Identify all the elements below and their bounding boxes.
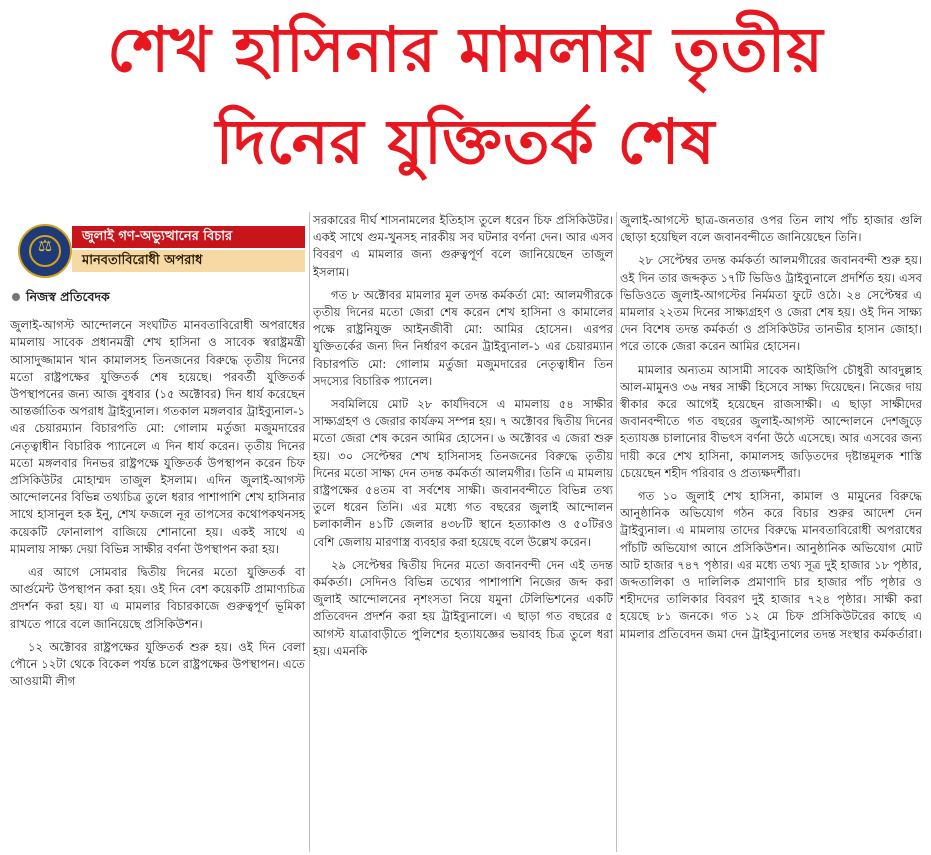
headline [0,4,931,204]
paragraph: সরকারের দীর্ঘ শাসনামলের ইতিহাস তুলে ধরেন চিফ প্রসিকিউটর। একই সাথে গুম-খুনসহ নারকীয় সব ঘটনার বর্ণনা দেন। আর এসব বিবরণ এ মামলার জন্য গুরুত্বপূর্ণ বলে জানিয়েছেন তাজুল ইসলাম। [313,213,613,279]
paragraph: জুলাই-আগস্টে ছাত্র-জনতার ওপর তিন লাখ পাঁচ হাজার গুলি ছোড়া হয়েছিল বলে জবানবন্দীতে জানিয়েছেন তিনি। [620,213,922,245]
tribunal-seal-icon: ⚖ [18,224,72,278]
section-badge [10,222,305,278]
headline-line-1: শেখ হাসিনার মামলায় তৃতীয় [107,13,824,86]
byline-text: নিজস্ব প্রতিবেদক [26,289,110,304]
article-column-3 [620,212,922,855]
paragraph: সবমিলিয়ে মোট ২৮ কার্যদিবসে এ মামলায় ৫৪ সাক্ষীর সাক্ষ্যগ্রহণ ও জেরার কার্যক্রম সম্পন্ন হয়। ৭ অক্টোবর দ্বিতীয় দিনের মতো জেরা শেষ করেন আমির হোসেন। ৬ অক্টোবর এ জেরা শুরু হয়। ৩০ সেপ্টেম্বর শেখ হাসিনাসহ তিনজনের বিরুদ্ধে তৃতীয় দিনের মতো সাক্ষ্য দেন তদন্ত কর্মকর্তা আলমগীর। তিনি এ মামলায় রাষ্ট্রপক্ষের ৫৪তম বা সর্বশেষ সাক্ষী। জবানবন্দীতে বিভিন্ন তথ্য তুলে ধরেন তিনি। এর মধ্যে গত বছরের জুলাই আন্দোলন চলাকালীন ৪১টি জেলার ৪৩৮টি স্থানে হত্যাকাণ্ড ও ৫০টিরও বেশি জেলায় মারণাস্ত্র ব্যবহার করা হয়েছে বলে উল্লেখ করেন। [313,397,613,549]
paragraph: জুলাই-আগস্ট আন্দোলনে সংঘটিত মানবতাবিরোধী অপরাধের মামলায় সাবেক প্রধানমন্ত্রী শেখ হাসিনা ও সাবেক স্বরাষ্ট্রমন্ত্রী আসাদুজ্জামান খান কামালসহ তিনজনের বিরুদ্ধে তৃতীয় দিনের মতো রাষ্ট্রপক্ষের যুক্তিতর্ক শেষ হয়েছে। পরবর্তী যুক্তিতর্ক উপস্থাপনের জন্য আজ বুধবার (১৫ অক্টোবর) দিন ধার্য করেছেন আন্তর্জাতিক অপরাধ ট্রাইব্যুনাল। গতকাল মঙ্গলবার ট্রাইব্যুনাল-১ এর চেয়ারম্যান বিচারপতি মো: গোলাম মর্তুজা মজুমদারের নেতৃত্বাধীন বিচারিক প্যানেলে এ দিন ধার্য করেন। তৃতীয় দিনের মতো মঙ্গলবার দিনভর রাষ্ট্রপক্ষে যুক্তিতর্ক উপস্থাপন করেন চিফ প্রসিকিউটর মোহাম্মদ তাজুল ইসলাম। এদিন জুলাই-আগস্ট আন্দোলনের বিভিন্ন তথ্যচিত্র তুলে ধরার পাশাপাশি শেখ হাসিনার সাথে হাসানুল হক ইনু, শেখ ফজলে নূর তাপসের কথোপকথনসহ কয়েকটি ফোনালাপ বাজিয়ে শোনানো হয়। একই সাথে এ মামলায় সাক্ষ্য দেয়া বিভিন্ন সাক্ষীর বর্ণনা উপস্থাপন করা হয়। [10,318,305,556]
article-column-2 [313,212,613,855]
byline [10,288,305,305]
bullet-dot-icon [12,293,20,301]
article-column-1 [10,208,305,853]
paragraph: এর আগে সোমবার দ্বিতীয় দিনের মতো যুক্তিতর্ক বা আর্গুমেন্ট উপস্থাপন করা হয়। ওই দিন বেশ কয়েকটি প্রামাণ্যচিত্র প্রদর্শন করা হয়। যা এ মামলার বিচারকাজে গুরুত্বপূর্ণ ভূমিকা রাখতে পারে বলে জানিয়েছে প্রসিকিউশন। [10,565,305,631]
headline-line-2: দিনের যুক্তিতর্ক শেষ [215,105,716,178]
paragraph: গত ১০ জুলাই শেখ হাসিনা, কামাল ও মামুনের বিরুদ্ধে আনুষ্ঠানিক অভিযোগ গঠন করে বিচার শুরুর আদেশ দেন ট্রাইব্যুনাল। এ মামলায় তাদের বিরুদ্ধে মানবতাবিরোধী অপরাধের পাঁচটি অভিযোগ আনে প্রসিকিউশন। আনুষ্ঠানিক অভিযোগ মোট আট হাজার ৭৪৭ পৃষ্ঠার। এর মধ্যে তথ্য সূত্র দুই হাজার ১৮ পৃষ্ঠার, জব্দতালিকা ও দালিলিক প্রমাণাদি চার হাজার পাঁচ পৃষ্ঠার ও শহীদদের তালিকার বিবরণ দুই হাজার ৭২৪ পৃষ্ঠার। সাক্ষী করা হয়েছে ৮১ জনকে। গত ১২ মে চিফ প্রসিকিউটরের কাছে এ মামলার প্রতিবেদন জমা দেন ট্রাইব্যুনালের তদন্ত সংস্থার কর্মকর্তারা। [620,489,922,641]
paragraph: মামলার অন্যতম আসামী সাবেক আইজিপি চৌধুরী আবদুল্লাহ আল-মামুনও ৩৬ নম্বর সাক্ষী হিসেবে সাক্ষ্য দিয়েছেন। নিজের দায় স্বীকার করে আগেই হয়েছেন রাজসাক্ষী। এ ছাড়া সাক্ষীদের জবানবন্দীতে গত বছরের জুলাই-আগস্ট আন্দোলনে দেশজুড়ে হত্যাযজ্ঞ চালানোর বীভৎস বর্ণনা উঠে এসেছে। আর এসবের জন্য দায়ী করে শেখ হাসিনা, কামালসহ জড়িতদের দৃষ্টান্তমূলক শাস্তি চেয়েছেন শহীদ পরিবার ও প্রত্যক্ষদর্শীরা। [620,362,922,480]
section-badge-top-label: জুলাই গণ-অভ্যুত্থানের বিচার [72,226,305,248]
section-badge-bottom-label: মানবতাবিরোধী অপরাধ [72,250,305,272]
paragraph: ২৯ সেপ্টেম্বর দ্বিতীয় দিনের মতো জবানবন্দী দেন এই তদন্ত কর্মকর্তা। সেদিনও বিভিন্ন তথ্যের পাশাপাশি নিজের জব্দ করা জুলাই আন্দোলনের নৃশংসতা নিয়ে যমুনা টেলিভিশনের একটি প্রতিবেদন প্রদর্শন করা হয় ট্রাইব্যুনালে। এ ছাড়া গত বছরের ৫ আগস্ট যাত্রাবাড়ীতে পুলিশের হত্যাযজ্ঞের ভয়াবহ চিত্র তুলে ধরা হয়। এমনকি [313,557,613,658]
paragraph: গত ৮ অক্টোবর মামলার মূল তদন্ত কর্মকর্তা মো: আলমগীরকে তৃতীয় দিনের মতো জেরা শেষ করেন শেখ হাসিনা ও কামালের পক্ষে রাষ্ট্রনিযুক্ত আইনজীবী মো: আমির হোসেন। এরপর যুক্তিতর্কের জন্য দিন নির্ধারণ করেন ট্রাইব্যুনাল-১ এর চেয়ারম্যান বিচারপতি মো: গোলাম মর্তুজা মজুমদারের নেতৃত্বাধীন তিন সদস্যের বিচারিক প্যানেল। [313,287,613,388]
column-divider [616,212,617,852]
column-divider [309,212,310,852]
paragraph: ২৮ সেপ্টেম্বর তদন্ত কর্মকর্তা আলমগীরের জবানবন্দী শুরু হয়। ওই দিন তার জব্দকৃত ১৭টি ভিডিও ট্রাইব্যুনালে প্রদর্শিত হয়। এসব ভিডিওতে জুলাই-আগস্টের নির্মমতা ফুটে ওঠে। ২৪ সেপ্টেম্বর এ মামলার ২২তম দিনের সাক্ষ্যগ্রহণ ও জেরা শেষ হয়। ওই দিন সাক্ষ্য দেন বিশেষ তদন্ত কর্মকর্তা ও প্রসিকিউটর তানভীর হাসান জোহা। পরে তাকে জেরা করেন আমির হোসেন। [620,253,922,354]
paragraph: ১২ অক্টোবর রাষ্ট্রপক্ষের যুক্তিতর্ক শুরু হয়। ওই দিন বেলা পৌনে ১২টা থেকে বিকেল পর্যন্ত চলে রাষ্ট্রপক্ষের উপস্থাপন। এতে আওয়ামী লীগ [10,639,305,689]
